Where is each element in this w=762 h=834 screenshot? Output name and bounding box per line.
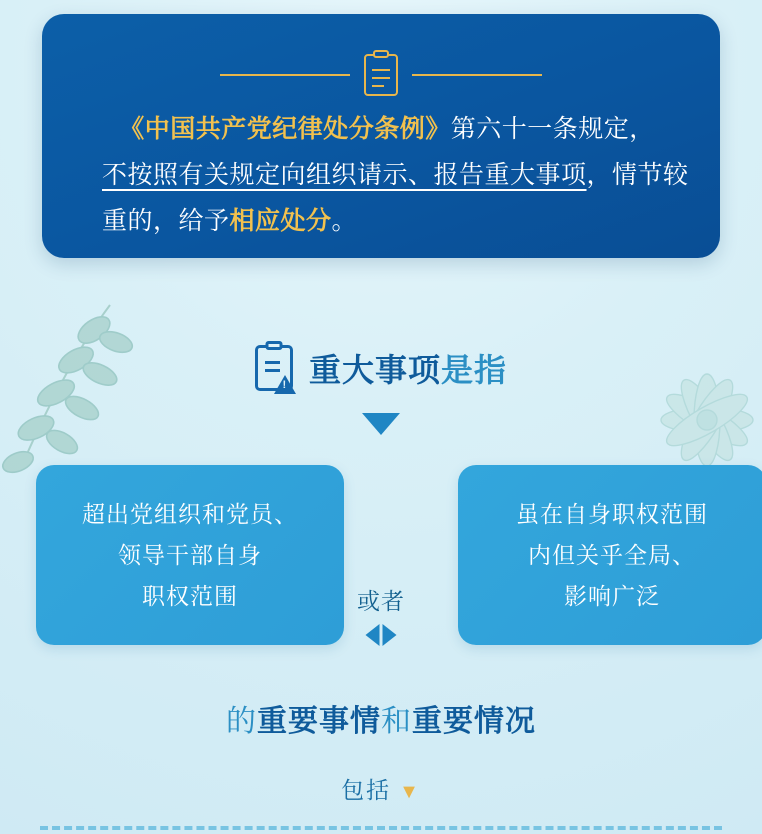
definition-left-line-2: 领导干部自身 xyxy=(118,541,262,568)
summary-prefix: 的 xyxy=(226,705,257,738)
document-icon-gold xyxy=(364,54,398,96)
summary-line xyxy=(0,696,762,740)
quote-tail-2: ，情节较 xyxy=(586,161,689,189)
quote-line-3 xyxy=(102,198,672,244)
regulation-quote-card xyxy=(42,14,720,258)
section-heading xyxy=(0,345,762,391)
definition-right-line-1: 虽在自身职权范围 xyxy=(516,500,708,527)
quote-article: 第六十一条规定， xyxy=(450,115,655,143)
quote-head-3: 重的，给予 xyxy=(102,207,230,235)
summary-strong-1: 重要事情 xyxy=(257,705,381,738)
summary-strong-2: 重要情况 xyxy=(412,705,536,738)
definition-left-line-3: 职权范围 xyxy=(142,582,238,609)
definition-box-right xyxy=(458,465,762,645)
include-row xyxy=(0,772,762,805)
definition-right-line-3: 影响广泛 xyxy=(564,582,660,609)
connector-label: 或者 xyxy=(357,588,405,614)
arrow-left-icon xyxy=(366,624,380,646)
quote-period: 。 xyxy=(331,207,358,235)
down-arrow-icon xyxy=(362,413,400,435)
dashed-divider xyxy=(40,826,722,830)
divider-line-right xyxy=(412,74,542,76)
quote-penalty-highlight: 相应处分 xyxy=(229,207,332,235)
arrow-right-icon xyxy=(383,624,397,646)
summary-middle: 和 xyxy=(381,705,412,738)
definition-box-left xyxy=(36,465,344,645)
quote-line-1 xyxy=(102,106,672,152)
quote-line-2 xyxy=(102,152,689,198)
card-divider xyxy=(42,54,720,96)
section-title-strong: 重大事项 xyxy=(308,352,441,388)
definition-boxes xyxy=(0,465,762,645)
quote-underlined-clause: 不按照有关规定向组织请示、报告重大事项 xyxy=(102,161,587,189)
definition-left-line-1: 超出党组织和党员、 xyxy=(82,500,298,527)
divider-line-left xyxy=(220,74,350,76)
document-warning-icon xyxy=(255,345,293,391)
section-title-light: 是指 xyxy=(441,352,508,388)
definition-right-line-2: 内但关乎全局、 xyxy=(528,541,696,568)
regulation-title: 《中国共产党纪律处分条例》 xyxy=(119,115,451,143)
include-label: 包括 xyxy=(341,777,392,803)
section-title xyxy=(309,345,507,391)
bidirectional-arrow-icon xyxy=(366,624,397,646)
include-down-arrow-icon: ▼ xyxy=(399,781,421,803)
regulation-quote-text xyxy=(102,106,689,244)
